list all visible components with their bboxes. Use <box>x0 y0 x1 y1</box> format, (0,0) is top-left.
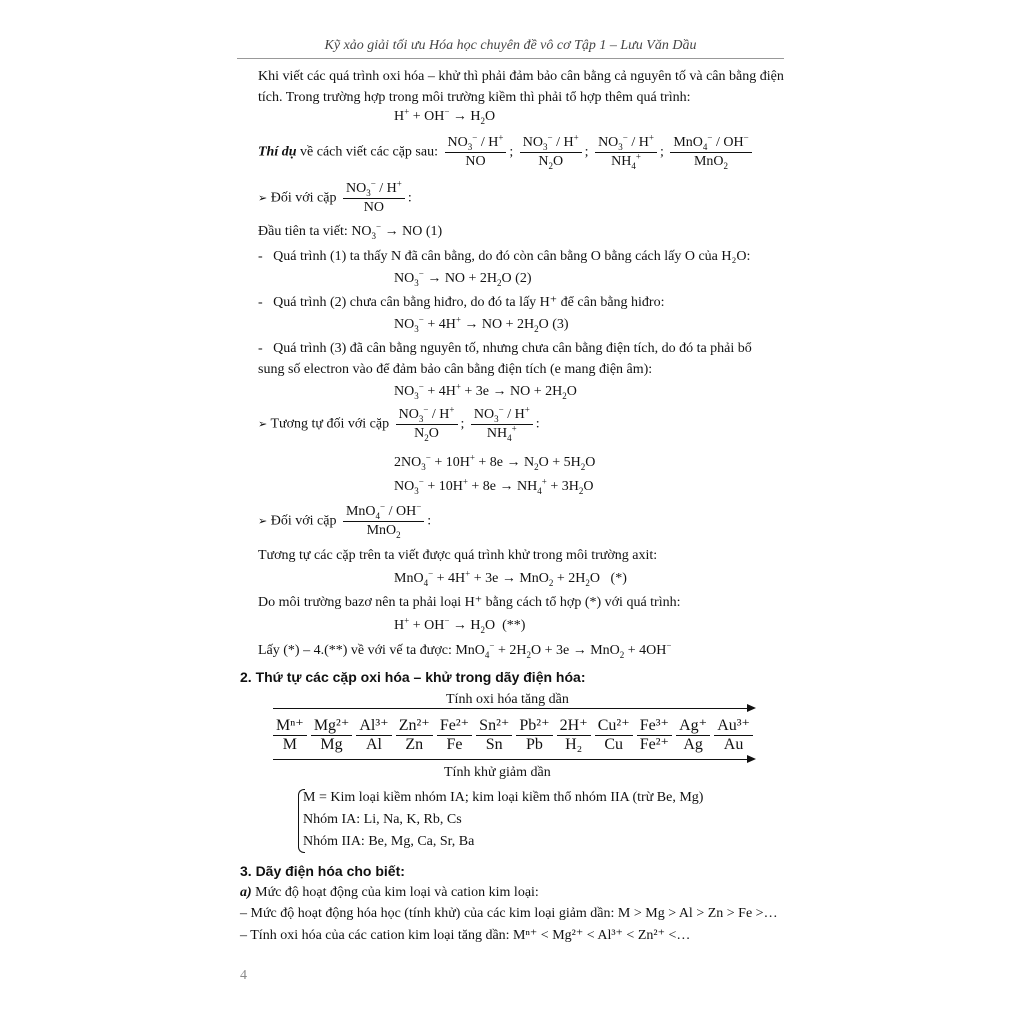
step1-text: Quá trình (1) ta thấy N đã cân bằng, do đó còn cân bằng O bằng cách lấy O của H₂O: <box>273 249 751 264</box>
pair-mno4-mno2: $\frac{MnO_4^- / OH^-}{MnO_2}$ <box>670 134 751 171</box>
oxidation-arrow-icon <box>747 704 756 712</box>
acid-line: Tương tự các cặp trên ta viết được quá trình khử trong môi trường axit: <box>258 548 658 563</box>
example-label: Thí dụ <box>258 144 297 160</box>
note-3: Nhóm IIA: Be, Mg, Ca, Sr, Ba <box>303 834 475 849</box>
electrochemical-series <box>273 717 753 754</box>
series-pair-pb: $\frac{\text{Pb²⁺}}{Pb}$ <box>516 717 552 754</box>
case3-text: Đối với cặp <box>270 513 337 529</box>
series-pair-m: $\frac{\text{Mⁿ⁺}}{M}$ <box>273 717 307 754</box>
case3-line: ➢ Đối với cặp $\frac{MnO_4^- / OH^-}{MnO_2}$ : <box>258 501 432 540</box>
step2-text: Quá trình (2) chưa cân bằng hiđro, do đó ta lấy H⁺ để cân bằng hiđro: <box>273 295 665 310</box>
oxidation-label: Tính oxi hóa tăng dần <box>446 692 569 707</box>
series-pair-zn: $\frac{\text{Zn²⁺}}{Zn}$ <box>396 717 433 754</box>
a-line <box>240 882 539 903</box>
equation-star: $MnO_4^- + 4H^+ + 3e \to MnO_2 + 2H_2O$ (*) <box>394 568 627 588</box>
intro-paragraph <box>258 66 784 108</box>
page-number: 4 <box>240 968 247 983</box>
first-write-text: Đầu tiên ta viết: <box>258 224 348 239</box>
case2-line: ➢ Tương tự đối với cặp $\frac{NO_3^- / H^+}{N_2O}$ ; $\frac{NO_3^- / H^+}{NH_4^+}$ : <box>258 404 540 443</box>
reduction-arrow-line <box>273 759 751 760</box>
equation-2: $NO_3^-$ → NO + $2H_2O$ (2) <box>394 268 532 288</box>
arrow-bullet-icon: ➢ <box>258 192 268 205</box>
bullet-1: – Mức độ hoạt động hóa học (tính khử) của các kim loại giảm dần: M > Mg > Al > Zn > Fe >… <box>240 906 778 921</box>
final-line: Lấy (*) – 4.(**) về với vế ta được: $MnO_4^- + 2H_2O + 3e \to MnO_2 + 4OH^-$ <box>258 640 672 660</box>
case1-line: ➢ Đối với cặp $\frac{NO_3^- / H^+}{NO}$ : <box>258 178 412 215</box>
note-1: M = Kim loại kiềm nhóm IA; kim loại kiềm thổ nhóm IIA (trừ Be, Mg) <box>303 790 704 805</box>
equation-6: $NO_3^- + 10H^+ + 8e \to NH_4^+ + 3H_2O$ <box>394 476 594 496</box>
step3a-text: Quá trình (3) đã cân bằng nguyên tố, nhưng chưa cân bằng điện tích, do đó ta phải bổ <box>273 341 752 356</box>
step1-line: - Quá trình (1) ta thấy N đã cân bằng, do đó còn cân bằng O bằng cách lấy O của H₂O: <box>258 249 751 264</box>
series-pair-fe3: $\frac{\text{Fe³⁺}}{\text{Fe²⁺}}$ <box>637 717 672 754</box>
series-pair-cu: $\frac{\text{Cu²⁺}}{Cu}$ <box>595 717 633 754</box>
pair-no3-nh4: $\frac{NO_3^- / H^+}{NH_4^+}$ <box>595 134 657 171</box>
oxidation-arrow-line <box>273 708 751 709</box>
series-pair-ag: $\frac{Ag^+}{Ag}$ <box>676 717 710 754</box>
bullet-2: – Tính oxi hóa của các cation kim loại tăng dần: Mⁿ⁺ < Mg²⁺ < Al³⁺ < Zn²⁺ <… <box>240 928 691 943</box>
pair-no3-n2o: $\frac{NO_3^- / H^+}{N_2O}$ <box>520 134 582 171</box>
case1-text: Đối với cặp <box>270 190 337 206</box>
series-pair-al: $\frac{\text{Al³⁺}}{Al}$ <box>356 717 391 754</box>
example-line: Thí dụ về cách viết các cặp sau: $\frac{NO_3^- / H^+}{NO}$ ; $\frac{NO_3^- / H^+}{N_2O}$ ; $\frac{NO_3^- / H^+}{NH_4^+}$ ; $\frac{MnO_4^- / OH^-}{MnO_2}$ <box>258 134 755 171</box>
example-text: về cách viết các cặp sau: <box>296 144 438 160</box>
case2-text: Tương tự đối với cặp <box>270 416 390 432</box>
section-2-heading: 2. Thứ tự các cặp oxi hóa – khử trong dãy điện hóa: <box>240 669 586 685</box>
arrow-bullet-icon: ➢ <box>258 418 268 431</box>
series-pair-sn: $\frac{\text{Sn²⁺}}{Sn}$ <box>476 717 512 754</box>
step2-line: - Quá trình (2) chưa cân bằng hiđro, do đó ta lấy H⁺ để cân bằng hiđro: <box>258 295 665 310</box>
base-line: Do môi trường bazơ nên ta phải loại H⁺ bằng cách tổ hợp (*) với quá trình: <box>258 595 681 610</box>
series-pair-au: $\frac{\text{Au³⁺}}{Au}$ <box>714 717 753 754</box>
final-text: Lấy (*) – 4.(**) về với vế ta được: <box>258 643 452 658</box>
series-pair-fe: $\frac{\text{Fe²⁺}}{Fe}$ <box>437 717 472 754</box>
a-label: a) <box>240 885 252 900</box>
step3-line-2: sung số electron vào để đảm bảo cân bằng điện tích (e mang điện âm): <box>258 362 653 377</box>
equation-5: $2NO_3^- + 10H^+ + 8e \to N_2O + 5H_2O$ <box>394 452 596 472</box>
equation-3: $NO_3^- + 4H^+$ → NO + $2H_2O$ (3) <box>394 314 569 334</box>
reduction-arrow-icon <box>747 755 756 763</box>
pair-no3-no: $\frac{NO_3^- / H^+}{NO}$ <box>445 134 507 171</box>
note-2: Nhóm IA: Li, Na, K, Rb, Cs <box>303 812 462 827</box>
series-pair-h: $\frac{2H^+}{\text{H₂}}$ <box>557 717 591 754</box>
arrow-bullet-icon: ➢ <box>258 515 268 528</box>
section-3-heading: 3. Dãy điện hóa cho biết: <box>240 863 405 879</box>
running-header: Kỹ xảo giải tối ưu Hóa học chuyên đề vô cơ Tập 1 – Lưu Văn Dầu <box>237 38 784 59</box>
reduction-label: Tính khử giảm dần <box>444 765 551 780</box>
equation-4: $NO_3^- + 4H^+ + 3e$ → NO + $2H_2O$ <box>394 381 577 401</box>
series-pair-mg: $\frac{\text{Mg²⁺}}{Mg}$ <box>311 717 352 754</box>
intro-line-2: tích. Trong trường hợp trong môi trường kiềm thì phải tổ hợp thêm quá trình: <box>258 90 691 105</box>
intro-line-1: Khi viết các quá trình oxi hóa – khử thì phải đảm bảo cân bằng cả nguyên tố và cân bằng điện <box>258 69 784 84</box>
first-write-line: Đầu tiên ta viết: $NO_3^-$ → NO (1) <box>258 221 443 241</box>
step3-line-1: - Quá trình (3) đã cân bằng nguyên tố, nhưng chưa cân bằng điện tích, do đó ta phải bổ <box>258 341 752 356</box>
equation-doublestar: $H^+ + OH^- \to H_2O$ (**) <box>394 615 526 635</box>
a-text: Mức độ hoạt động của kim loại và cation kim loại: <box>251 885 539 900</box>
equation-water-1: $H^+ + OH^- \to H_2O$ <box>394 106 496 126</box>
